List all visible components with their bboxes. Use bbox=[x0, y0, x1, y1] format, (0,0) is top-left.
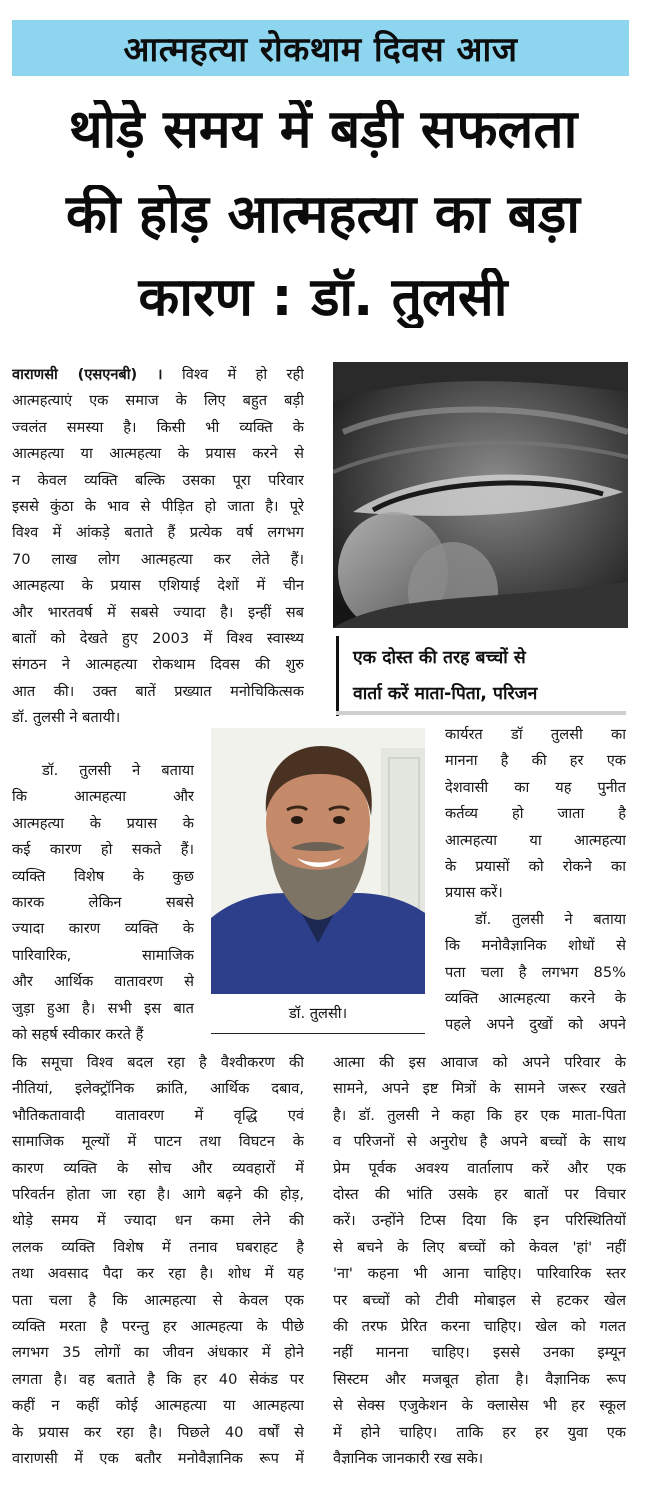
article-line: आत्महत्या या आत्महत्या bbox=[445, 831, 626, 849]
portrait-photo bbox=[211, 728, 425, 994]
eye-closeup-image bbox=[333, 362, 628, 628]
article-line: कर्तव्य हो जाता है bbox=[445, 805, 626, 823]
dr-tulsi-portrait-image bbox=[211, 728, 425, 994]
article-line: वैज्ञानिक जानकारी रख सके। bbox=[333, 1450, 484, 1468]
article-line: 'ना' कहना भी आना चाहिए। पारिवारिक स्तर bbox=[333, 1265, 626, 1283]
article-line: की तरफ प्रेरित करना चाहिए। खेल को गलत bbox=[333, 1318, 626, 1336]
article-line: और आर्थिक वातावरण से bbox=[12, 973, 194, 991]
article-line: कहीं न कहीं कोई आत्महत्या या आत्महत्या bbox=[12, 1397, 304, 1415]
article-line: जुड़ा हुआ है। सभी इस बात bbox=[12, 999, 194, 1017]
article-line: डॉ. तुलसी ने बताया bbox=[475, 910, 626, 928]
article-line: व परिजनों से अनुरोध है अपने बच्चों के साथ bbox=[333, 1133, 626, 1151]
article-photo bbox=[333, 362, 628, 628]
article-line: व्यक्ति विशेष के कुछ bbox=[12, 867, 194, 885]
article-line: मानना है की हर एक bbox=[445, 752, 626, 770]
article-line: आत्महत्या के प्रयास के bbox=[12, 814, 194, 832]
article-line: दोस्त की भांति उसके हर बातों पर विचार bbox=[333, 1186, 626, 1204]
photo-caption-line-2: वार्ता करें माता-पिता, परिजन bbox=[353, 684, 538, 704]
article-line: नहीं मानना चाहिए। इससे उनका इम्यून bbox=[333, 1344, 626, 1362]
article-line: परिवर्तन होता जा रहा है। आगे बढ़ने की होड़, bbox=[12, 1186, 304, 1204]
article-column-1-top bbox=[12, 362, 304, 732]
photo-caption-line-1: एक दोस्त की तरह बच्चों से bbox=[353, 648, 526, 668]
article-line: तथा अवसाद पैदा कर रहा है। शोध में यह bbox=[12, 1265, 304, 1283]
article-line: कि आत्महत्या और bbox=[12, 788, 194, 806]
article-line: प्रयास करें। bbox=[445, 884, 503, 902]
article-line: में होने चाहिए। ताकि हर हर युवा एक bbox=[333, 1423, 626, 1441]
article-line: 70 लाख लोग आत्महत्या कर लेते हैं। bbox=[12, 550, 304, 568]
article-line: व्यक्ति आत्महत्या करने के bbox=[445, 990, 626, 1008]
article-line: सामाजिक मूल्यों में पाटन तथा विघटन के bbox=[12, 1133, 304, 1151]
article-line: आत्मा की इस आवाज को अपने परिवार के bbox=[333, 1054, 626, 1071]
caption-divider bbox=[336, 711, 626, 715]
article-line: करें। उन्होंने टिप्स दिया कि इन परिस्थितियों bbox=[333, 1212, 626, 1230]
article-line: लगता है। वह बताते है कि हर 40 सेकंड पर bbox=[12, 1370, 304, 1388]
article-line: कि समूचा विश्व बदल रहा है वैश्वीकरण की bbox=[12, 1054, 304, 1071]
article-line: को सहर्ष स्वीकार करते हैं bbox=[12, 1026, 144, 1044]
article-line: कारण व्यक्ति के सोच और व्यवहारों में bbox=[12, 1159, 304, 1177]
article-line: से बचने के लिए बच्चों को केवल 'हां' नहीं bbox=[333, 1238, 626, 1256]
article-line: डॉ. तुलसी ने बताया bbox=[42, 762, 194, 779]
article-column-1-bottom bbox=[12, 1050, 304, 1473]
headline-line-2: की होड़ आत्महत्या का बड़ा bbox=[66, 185, 580, 245]
article-line: पारिवारिक, सामाजिक bbox=[12, 946, 194, 964]
article-line: के प्रयास कर रहा है। पिछले 40 वर्षों से bbox=[12, 1423, 304, 1441]
photo-caption-text bbox=[353, 640, 629, 712]
article-column-2-bottom bbox=[333, 1050, 626, 1473]
article-line: कार्यरत डॉ तुलसी का bbox=[445, 726, 626, 743]
article-line: ललक व्यक्ति विशेष में तनाव घबराहट है bbox=[12, 1238, 304, 1256]
photo-caption bbox=[336, 636, 626, 716]
article-line: और भारतवर्ष में सबसे ज्यादा है। इन्हीं सब bbox=[12, 603, 304, 621]
article-line: विश्व में आंकड़े बताते हैं प्रत्येक वर्ष लगभग bbox=[12, 524, 304, 542]
article-line: है। डॉ. तुलसी ने कहा कि हर एक माता-पिता bbox=[333, 1106, 626, 1124]
article-line: पहले अपने दुखों को अपने bbox=[445, 1016, 626, 1034]
article-line: कारक लेकिन सबसे bbox=[12, 894, 194, 912]
article-line: भौतिकतावादी वातावरण में वृद्धि एवं bbox=[12, 1106, 304, 1124]
article-line: सिस्टम और मजबूत होता है। वैज्ञानिक रूप bbox=[333, 1370, 626, 1388]
article-line: न केवल व्यक्ति बल्कि उसका पूरा परिवार bbox=[12, 471, 304, 489]
article-line: ज्वलंत समस्या है। किसी भी व्यक्ति के bbox=[12, 418, 304, 436]
article-line: डॉ. तुलसी ने बतायी। bbox=[12, 709, 121, 727]
article-column-2-narrow bbox=[445, 722, 626, 1039]
article-text: विश्व में हो रही bbox=[181, 366, 304, 383]
article-line: आत्महत्या के प्रयास एशियाई देशों में चीन bbox=[12, 577, 304, 595]
dateline: वाराणसी (एसएनबी) । bbox=[12, 366, 163, 383]
article-line: आत की। उक्त बातें प्रख्यात मनोचिकित्सक bbox=[12, 682, 304, 700]
article-line bbox=[12, 362, 304, 388]
section-banner bbox=[12, 20, 629, 76]
article-line: आत्महत्याएं एक समाज के लिए बहुत बड़ी bbox=[12, 392, 304, 410]
article-line: लगभग 35 लोगों का जीवन अंधकार में होने bbox=[12, 1344, 304, 1362]
article-line: से सेक्स एजुकेशन के क्लासेस भी हर स्कूल bbox=[333, 1397, 626, 1415]
portrait-caption: डॉ. तुलसी। bbox=[288, 1005, 348, 1022]
article-line: कि मनोवैज्ञानिक शोधों से bbox=[445, 937, 626, 955]
article-line: थोड़े समय में ज्यादा धन कमा लेने की bbox=[12, 1212, 304, 1230]
article-line: प्रेम पूर्वक अवश्य वार्तालाप करें और एक bbox=[333, 1159, 626, 1177]
article-column-1-narrow bbox=[12, 758, 194, 1048]
headline-line-1: थोड़े समय में बड़ी सफलता bbox=[68, 100, 578, 160]
article-line: वाराणसी में एक बतौर मनोवैज्ञानिक रूप में bbox=[12, 1450, 304, 1468]
headline-line-3: कारण : डॉ. तुलसी bbox=[138, 268, 508, 328]
article-line: पर बच्चों को टीवी मोबाइल से हटकर खेल bbox=[333, 1291, 626, 1309]
article-line: सामने, अपने इष्ट मित्रों के सामने जरूर रखते bbox=[333, 1080, 626, 1098]
article-line: ज्यादा कारण व्यक्ति के bbox=[12, 920, 194, 938]
article-line: व्यक्ति मरता है परन्तु हर आत्महत्या के पीछे bbox=[12, 1318, 304, 1336]
article-line: के प्रयासों को रोकने का bbox=[445, 858, 626, 876]
article-line: कई कारण हो सकते हैं। bbox=[12, 841, 194, 859]
portrait-divider bbox=[211, 1033, 425, 1034]
article-line: संगठन ने आत्महत्या रोकथाम दिवस की शुरु bbox=[12, 656, 304, 674]
banner-text: आत्महत्या रोकथाम दिवस आज bbox=[123, 30, 518, 70]
article-line: पता चला है कि आत्महत्या से केवल एक bbox=[12, 1291, 304, 1309]
article-line: देशवासी का यह पुनीत bbox=[445, 778, 626, 796]
article-line: आत्महत्या या आत्महत्या के प्रयास करने से bbox=[12, 445, 304, 463]
article-line: बातों को देखते हुए 2003 में विश्व स्वास्थ्य bbox=[12, 630, 304, 648]
article-line: इससे कुंठा के भाव से पीड़ित हो जाता है। पूरे bbox=[12, 498, 304, 516]
article-line: नीतियां, इलेक्ट्रॉनिक क्रांति, आर्थिक दबाव, bbox=[12, 1080, 304, 1098]
article-line: पता चला है लगभग 85% bbox=[445, 963, 626, 981]
